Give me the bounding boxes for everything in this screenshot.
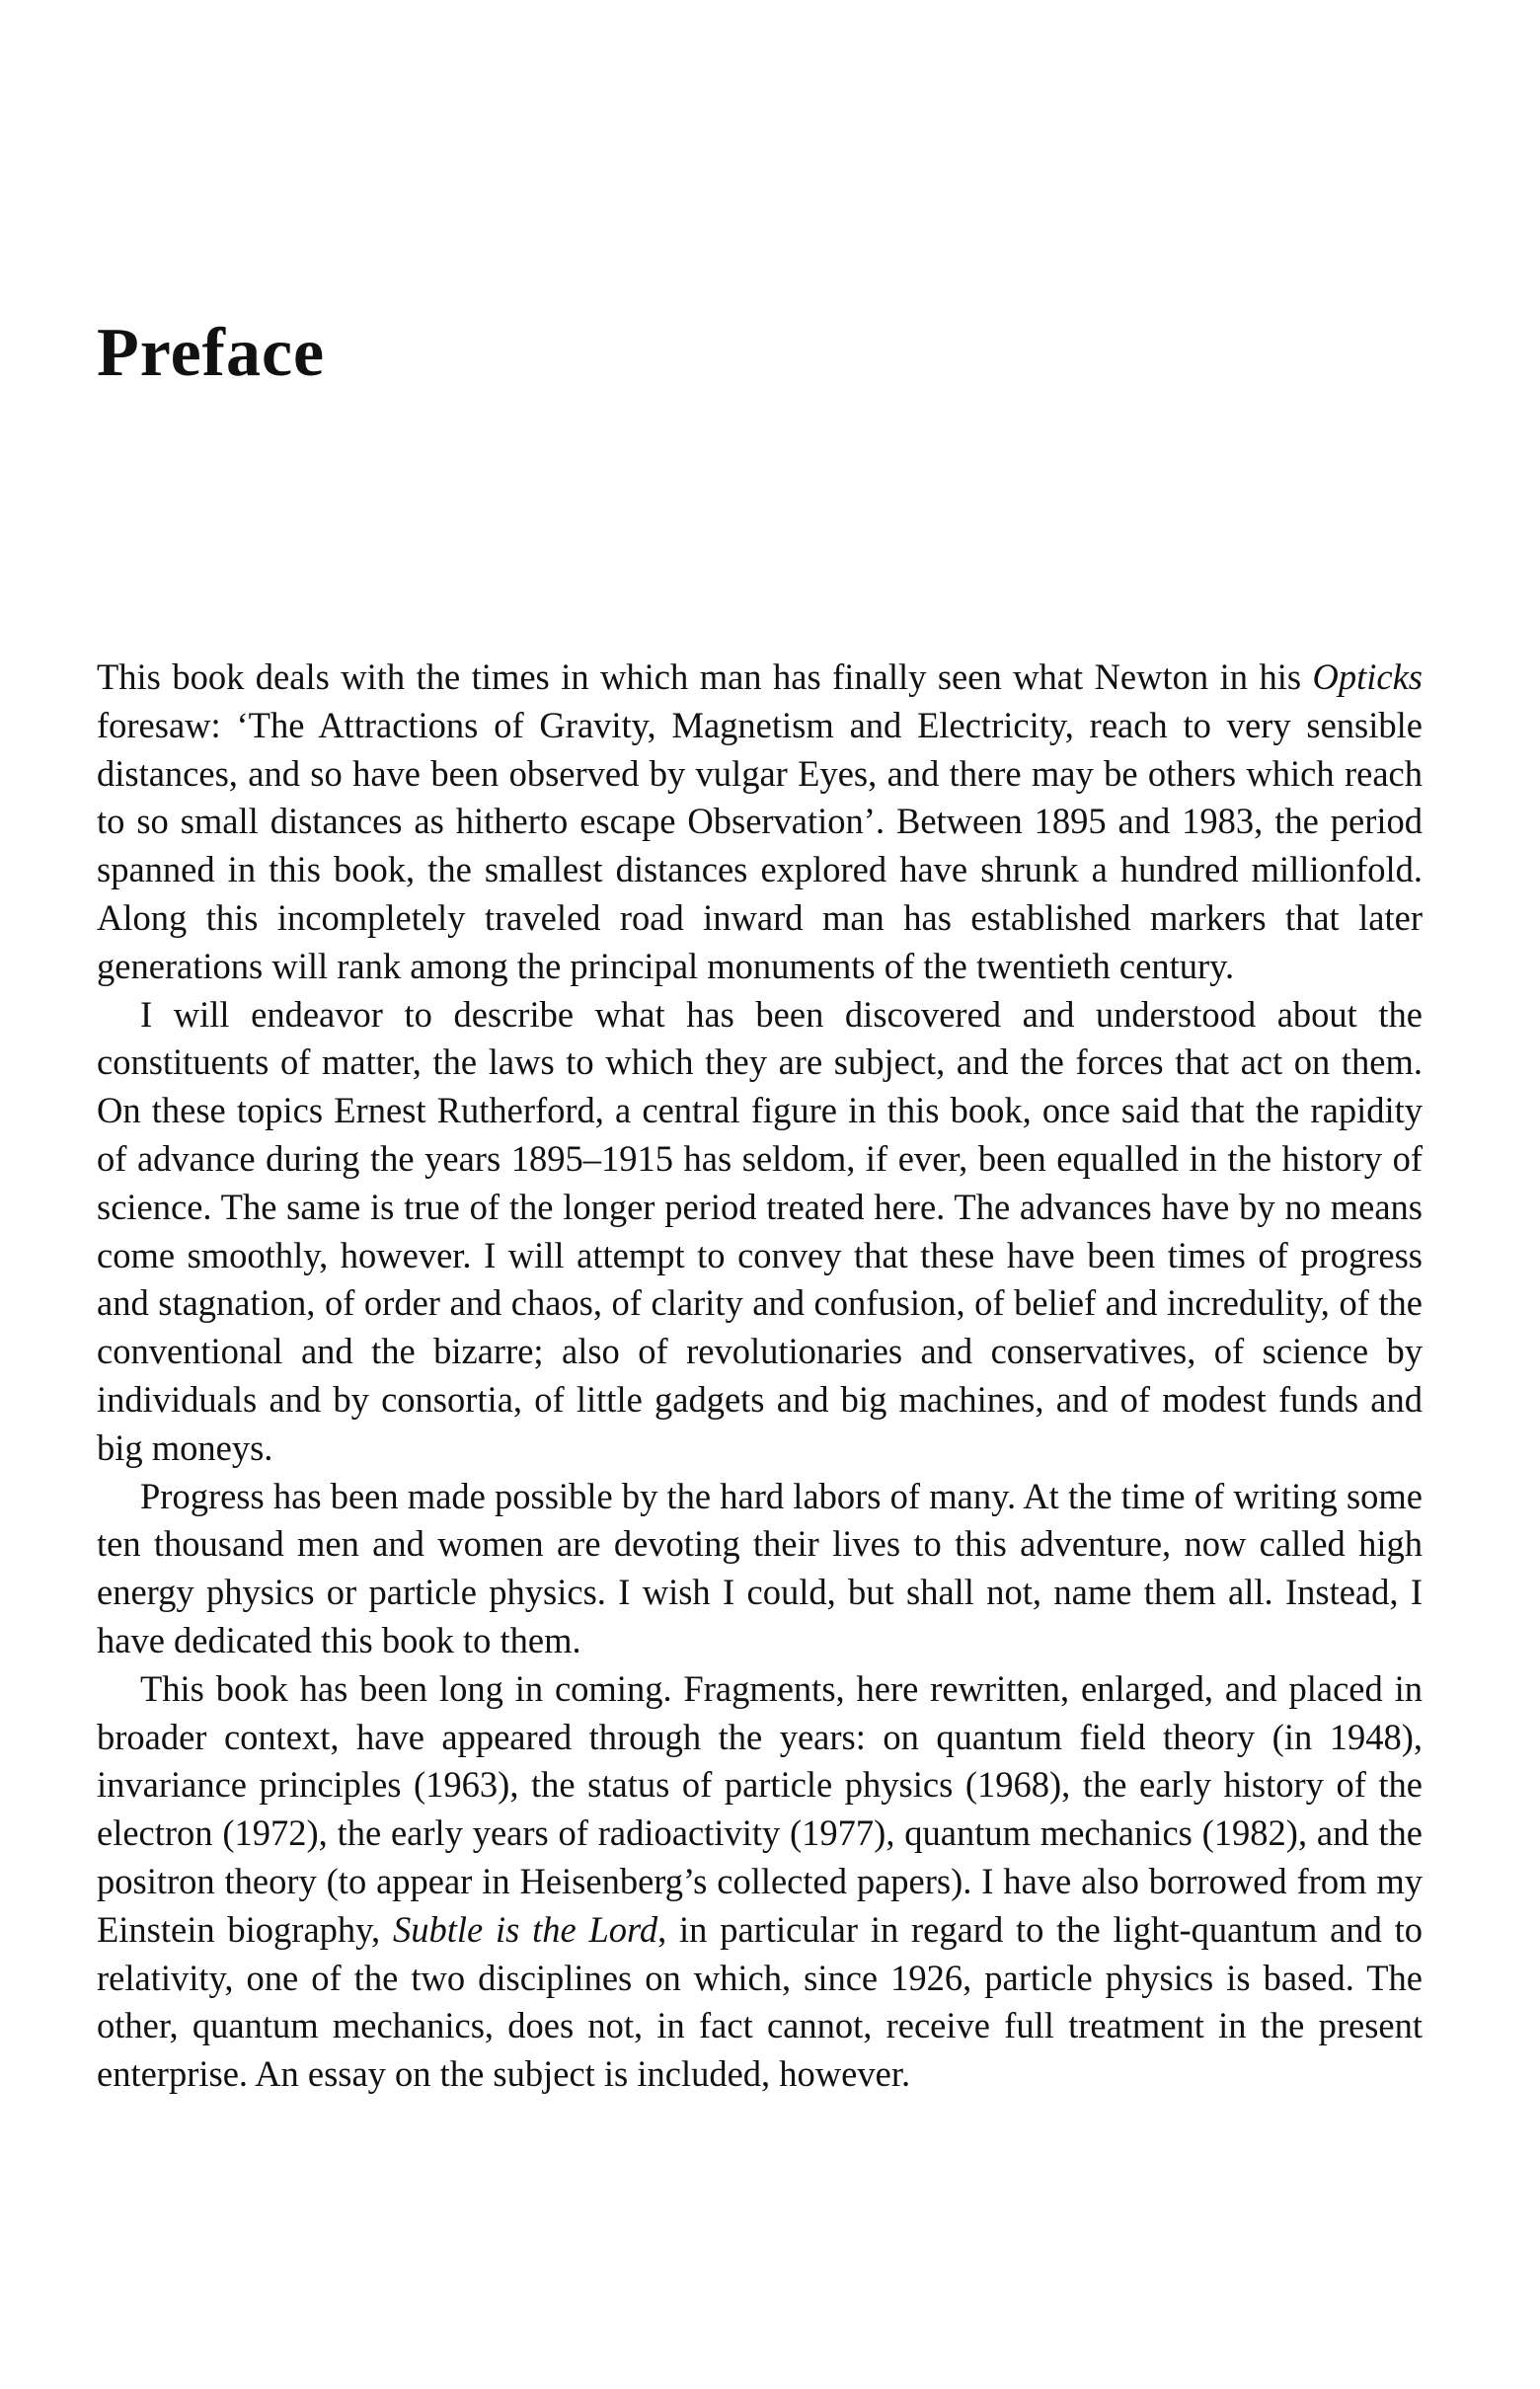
paragraph-3 <box>97 1473 1423 1665</box>
paragraph-1 <box>97 654 1423 991</box>
preface-body <box>97 654 1423 2099</box>
paragraph-4-text-b: , in particular in regard to the light-quantum and to relativity, one of the two disciplines on which, since 1926, particle physics is based. The other, quantum mechanics, does not, in fact cannot, receive full treatment in the present enterprise. An essay on the subject is included, however. <box>97 1908 1424 2095</box>
page-title: Preface <box>97 315 326 391</box>
paragraph-4-italic-title: Subtle is the Lord <box>392 1908 658 1950</box>
paragraph-1-text-a: This book deals with the times in which man has finally seen what Newton in his <box>97 656 1313 697</box>
paragraph-4 <box>97 1665 1423 2099</box>
paragraph-3-text: Progress has been made possible by the hard labors of many. At the time of writing some ten thousand men and women are devoting their lives to this adventure, now called high energy physics or particle physics. I wish I could, but shall not, name them all. Instead, I have dedicated this book to them. <box>97 1475 1423 1660</box>
paragraph-2-text: I will endeavor to describe what has been discovered and understood about the constituents of matter, the laws to which they are subject, and the forces that act on them. On these topics Ernest Rutherford, a central figure in this book, once said that the rapidity of advance during the years 1895–1915 has seldom, if ever, been equalled in the history of science. The same is true of the longer period treated here. The advances have by no means come smoothly, however. I will attempt to convey that these have been times of progress and stagnation, of order and chaos, of clarity and confusion, of belief and incredulity, of the conventional and the bizarre; also of revolutionaries and conservatives, of science by individuals and by consortia, of little gadgets and big machines, and of modest funds and big moneys. <box>97 993 1423 1468</box>
paragraph-1-text-b: foresaw: ‘The Attractions of Gravity, Magnetism and Electricity, reach to very sensible distances, and so have been observed by vulgar Eyes, and there may be others which reach to so small distances as hitherto escape Observation’. Between 1895 and 1983, the period spanned in this book, the smallest distances explored have shrunk a hundred millionfold. Along this incompletely traveled road inward man has established markers that later generations will rank among the principal monuments of the twentieth century. <box>97 704 1423 986</box>
paragraph-1-italic-title: Opticks <box>1312 656 1423 697</box>
paragraph-4-text-a: This book has been long in coming. Fragments, here rewritten, enlarged, and placed in broader context, have appeared through the years: on quantum field theory (in 1948), invariance principles (1963), the status of particle physics (1968), the early history of the electron (1972), the early years of radioactivity (1977), quantum mechanics (1982), and the positron theory (to appear in Heisenberg’s collected papers). I have also borrowed from my Einstein biography, <box>97 1667 1423 1950</box>
paragraph-2 <box>97 991 1423 1473</box>
